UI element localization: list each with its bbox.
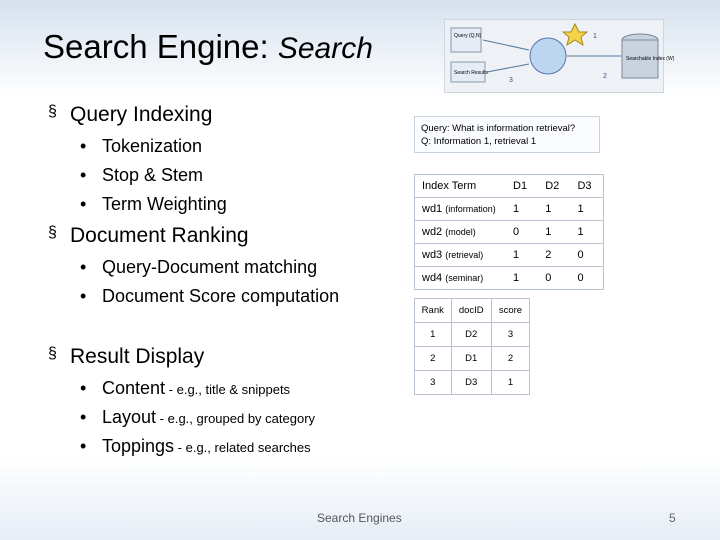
term-note: (information) bbox=[445, 204, 496, 214]
term: wd4 bbox=[422, 272, 443, 284]
table-cell: 2 bbox=[415, 347, 452, 371]
list-item: • Term Weighting bbox=[80, 194, 227, 215]
table-header: D3 bbox=[570, 175, 603, 198]
section-query-indexing: § Query Indexing bbox=[48, 103, 212, 127]
table-cell: 2 bbox=[538, 244, 570, 267]
diagram-step-3: 3 bbox=[509, 77, 513, 84]
table-row bbox=[415, 221, 604, 244]
table-cell: 1 bbox=[538, 198, 570, 221]
table-cell: 0 bbox=[506, 221, 538, 244]
index-term-table bbox=[414, 174, 604, 290]
list-item: • Toppings - e.g., related searches bbox=[80, 436, 311, 457]
table-cell: D1 bbox=[451, 347, 491, 371]
term: wd2 bbox=[422, 226, 443, 238]
term: wd3 bbox=[422, 249, 443, 261]
table-cell: 1 bbox=[538, 221, 570, 244]
table-header-row bbox=[415, 299, 530, 323]
diagram-step-2: 2 bbox=[603, 73, 607, 80]
table-cell: D2 bbox=[451, 323, 491, 347]
query-line-1: Query: What is information retrieval? bbox=[421, 123, 576, 134]
slide-title-main: Search Engine: bbox=[43, 28, 269, 65]
list-item: • Layout - e.g., grouped by category bbox=[80, 407, 315, 428]
table-cell: 1 bbox=[570, 198, 603, 221]
table-row bbox=[415, 371, 530, 395]
diagram-query-label: Query (Q,N) bbox=[454, 33, 482, 39]
list-item: • Stop & Stem bbox=[80, 165, 203, 186]
query-box bbox=[414, 116, 600, 153]
table-cell: D3 bbox=[451, 371, 491, 395]
section-result-display: § Result Display bbox=[48, 345, 204, 369]
table-row bbox=[415, 244, 604, 267]
table-cell: 0 bbox=[570, 244, 603, 267]
footer-text: Search Engines bbox=[317, 511, 402, 525]
table-cell: 2 bbox=[491, 347, 529, 371]
diagram-step-1: 1 bbox=[593, 33, 597, 40]
diagram-graphic bbox=[445, 20, 675, 92]
crystal-ball-icon bbox=[530, 38, 566, 74]
table-cell: 0 bbox=[538, 267, 570, 290]
list-item: • Document Score computation bbox=[80, 286, 339, 307]
table-header: docID bbox=[451, 299, 491, 323]
rank-table bbox=[414, 298, 530, 395]
table-row bbox=[415, 323, 530, 347]
table-cell: 3 bbox=[491, 323, 529, 347]
table-cell: 1 bbox=[506, 267, 538, 290]
table-header: Rank bbox=[415, 299, 452, 323]
query-line-2: Q: Information 1, retrieval 1 bbox=[421, 136, 537, 147]
table-cell: 1 bbox=[570, 221, 603, 244]
list-item: • Tokenization bbox=[80, 136, 202, 157]
table-cell: 3 bbox=[415, 371, 452, 395]
term-note: (retrieval) bbox=[445, 250, 484, 260]
list-item: • Query-Document matching bbox=[80, 257, 317, 278]
table-header: D2 bbox=[538, 175, 570, 198]
term-note: (seminar) bbox=[445, 273, 484, 283]
table-cell: 1 bbox=[506, 244, 538, 267]
slide-title-italic: Search bbox=[277, 32, 373, 65]
table-row bbox=[415, 347, 530, 371]
diagram-index-label: Searchable Index (W) bbox=[626, 56, 675, 62]
page-number: 5 bbox=[669, 511, 676, 525]
table-cell: 1 bbox=[491, 371, 529, 395]
table-header: D1 bbox=[506, 175, 538, 198]
table-cell: 1 bbox=[506, 198, 538, 221]
list-item: • Content - e.g., title & snippets bbox=[80, 378, 290, 399]
term: wd1 bbox=[422, 203, 443, 215]
table-header-row bbox=[415, 175, 604, 198]
search-process-diagram bbox=[444, 19, 675, 93]
diagram-results-label: Search Results bbox=[454, 70, 488, 76]
slide-title bbox=[43, 28, 373, 66]
table-cell: 1 bbox=[415, 323, 452, 347]
star-icon bbox=[563, 24, 587, 45]
table-row bbox=[415, 267, 604, 290]
term-note: (model) bbox=[445, 227, 476, 237]
table-header: Index Term bbox=[415, 175, 507, 198]
table-cell: 0 bbox=[570, 267, 603, 290]
table-row bbox=[415, 198, 604, 221]
table-header: score bbox=[491, 299, 529, 323]
section-document-ranking: § Document Ranking bbox=[48, 224, 249, 248]
